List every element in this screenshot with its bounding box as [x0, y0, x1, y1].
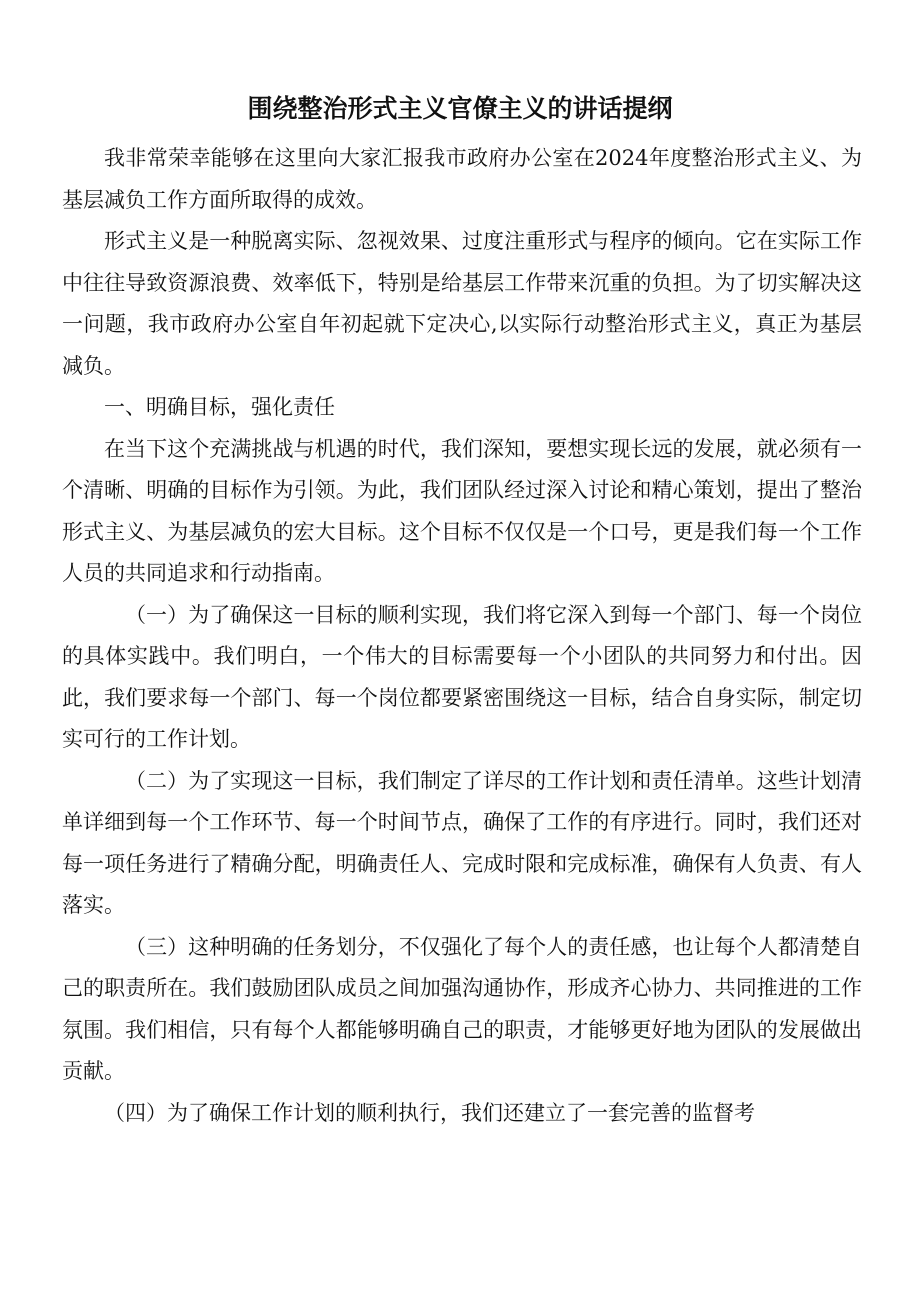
paragraph-item-3: （三）这种明确的任务划分，不仅强化了每个人的责任感，也让每个人都清楚自己的职责所在。我们鼓励团队成员之间加强沟通协作，形成齐心协力、共同推进的工作氛围。我们相信，只有每个人都能够明确自己的职责，才能够更好地为团队的发展做出贡献。: [62, 934, 862, 1083]
paragraph-intro: 我非常荣幸能够在这里向大家汇报我市政府办公室在2024年度整治形式主义、为基层减负工作方面所取得的成效。: [62, 146, 862, 212]
section-heading-1: 一、明确目标，强化责任: [104, 395, 335, 419]
paragraph-formalism: 形式主义是一种脱离实际、忽视效果、过度注重形式与程序的倾向。它在实际工作中往往导致资源浪费、效率低下，特别是给基层工作带来沉重的负担。为了切实解决这一问题，我市政府办公室自年初起就下定决心,以实际行动整治形式主义，真正为基层减负。: [62, 229, 862, 378]
document-body: [62, 138, 862, 1134]
paragraph-item-2: （二）为了实现这一目标，我们制定了详尽的工作计划和责任清单。这些计划清单详细到每一个工作环节、每一个时间节点，确保了工作的有序进行。同时，我们还对每一项任务进行了精确分配，明确责任人、完成时限和完成标准，确保有人负责、有人落实。: [62, 768, 862, 917]
paragraph-goal: 在当下这个充满挑战与机遇的时代，我们深知，要想实现长远的发展，就必须有一个清晰、明确的目标作为引领。为此，我们团队经过深入讨论和精心策划，提出了整治形式主义、为基层减负的宏大目标。这个目标不仅仅是一个口号，更是我们每一个工作人员的共同追求和行动指南。: [62, 436, 862, 585]
paragraph-item-4: （四）为了确保工作计划的顺利执行，我们还建立了一套完善的监督考: [104, 1100, 755, 1125]
document-title: 围绕整治形式主义官僚主义的讲话提纲: [247, 94, 673, 123]
paragraph-item-1: （一）为了确保这一目标的顺利实现，我们将它深入到每一个部门、每一个岗位的具体实践中。我们明白，一个伟大的目标需要每一个小团队的共同努力和付出。因此，我们要求每一个部门、每一个岗位都要紧密围绕这一目标，结合自身实际，制定切实可行的工作计划。: [62, 602, 862, 751]
